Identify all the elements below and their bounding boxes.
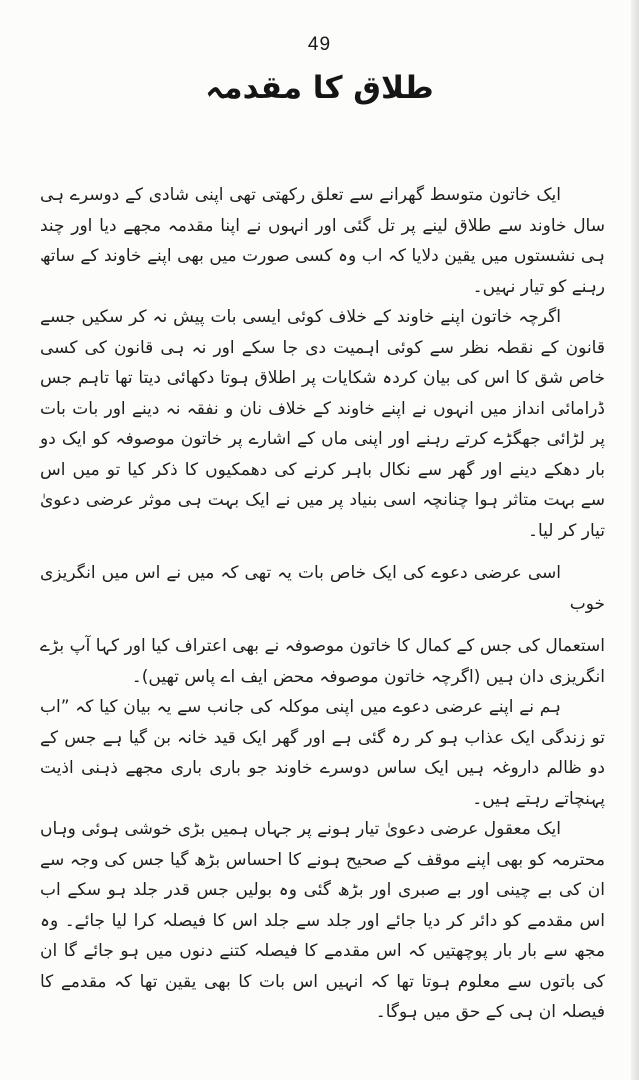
page-number: 49 [307,34,332,55]
chapter-title: طلاق کا مقدمہ [205,70,434,106]
page-edge [631,0,639,1080]
paragraph-5: ہم نے اپنے عرضی دعوے میں اپنی موکلہ کی جانب سے یہ بیان کیا کہ ”اب تو زندگی ایک عذاب ہو کر رہ گئی ہے اور گھر ایک قید خانہ بن گیا ہے جس کے دو ظالم داروغہ ہیں ایک ساس دوسرے خاوند جو باری باری مجھے ذہنی اذیت پہنچاتے رہتے ہیں۔ [40,697,605,809]
paragraph-2: اگرچہ خاتون اپنے خاوند کے خلاف کوئی ایسی بات پیش نہ کر سکیں جسے قانون کے نقطہ نظر سے کوئی اہمیت دی جا سکے اور نہ ہی قانون کی کسی خاص شق کا اس کی بیان کردہ شکایات پر اطلاق ہوتا دکھائی دیتا تھا تاہم جس ڈرامائی انداز میں انہوں نے اپنے خاوند کے خلاف نان و نفقہ نہ دینے اور بات بات پر لڑائی جھگڑے کرتے رہنے اور اپنی ماں کے اشارے پر خاتون موصوفہ کو ایک دو بار دھکے دینے اور گھر سے نکال باہر کرنے کی دھمکیوں کا ذکر کیا تو میں اس سے بہت متاثر ہوا چنانچہ اسی بنیاد پر میں نے ایک بہت ہی موثر عرضی دعویٰ تیار کر لیا۔ [40,307,605,541]
page-body [40,180,605,1028]
paragraph-1: ایک خاتون متوسط گھرانے سے تعلق رکھتی تھی اپنی شادی کے دوسرے ہی سال خاوند سے طلاق لینے پر تل گئی اور انہوں نے اپنا مقدمہ مجھے دیا اور چند ہی نشستوں میں یقین دلایا کہ اب وہ کسی صورت میں بھی اپنے خاوند کے ساتھ رہنے کو تیار نہیں۔ [40,185,605,297]
paragraph-3: اسی عرضی دعوے کی ایک خاص بات یہ تھی کہ میں نے اس میں انگریزی خوب [40,563,605,614]
paragraph-6: ایک معقول عرضی دعویٰ تیار ہونے پر جہاں ہمیں بڑی خوشی ہوئی وہاں محترمہ کو بھی اپنے موقف کے صحیح ہونے کا احساس بڑھ گیا جس کی وجہ سے ان کی بے چینی اور بے صبری اور بڑھ گئی وہ بولیں جس قدر جلد ہو سکے اب اس مقدمے کو دائر کر دیا جائے اور جلد سے جلد اس کا فیصلہ کرا لیا جائے۔ وہ مجھ سے بار بار پوچھتیں کہ اس مقدمے کا فیصلہ کتنے دنوں میں ہو جائے گا ان کی باتوں سے معلوم ہوتا تھا کہ انہیں اس بات کا بھی یقین تھا کہ مقدمے کا فیصلہ ان ہی کے حق میں ہوگا۔ [40,819,605,1022]
paragraph-4: استعمال کی جس کے کمال کا خاتون موصوفہ نے بھی اعتراف کیا اور کہا آپ بڑے انگریزی دان ہیں (اگرچہ خاتون موصوفہ محض ایف اے پاس تھیں)۔ [40,636,605,687]
